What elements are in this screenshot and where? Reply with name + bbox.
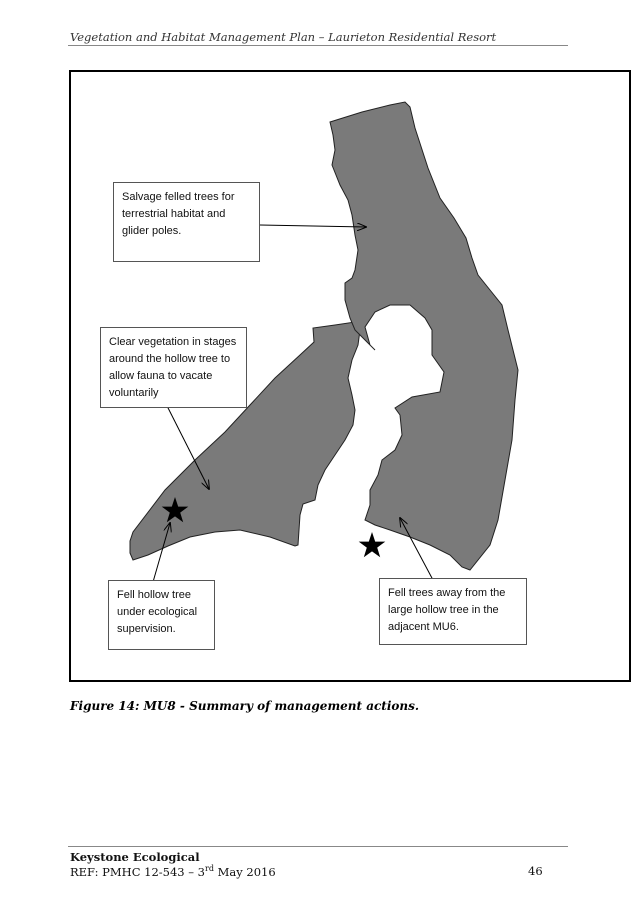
footer-ref-suffix: May 2016 <box>213 864 276 879</box>
figure-caption: Figure 14: MU8 - Summary of management actions. <box>70 699 420 713</box>
footer-company: Keystone Ecological <box>70 850 200 864</box>
salvage-arrow <box>260 225 366 227</box>
callout-salvage-felled-trees: Salvage felled trees for terrestrial habitat and glider poles. <box>113 182 260 262</box>
footer-reference <box>70 864 276 879</box>
running-header: Vegetation and Habitat Management Plan – Laurieton Residential Resort <box>70 30 497 44</box>
footer-ref-ordinal: rd <box>205 864 214 873</box>
footer-divider <box>68 846 568 847</box>
footer-ref-prefix: REF: PMHC 12-543 – 3 <box>70 864 205 879</box>
callout-fell-hollow-tree: Fell hollow tree under ecological supervision. <box>108 580 215 650</box>
callout-clear-vegetation: Clear vegetation in stages around the hollow tree to allow fauna to vacate voluntarily <box>100 327 247 408</box>
page-number: 46 <box>528 864 543 878</box>
callout-fell-trees-away: Fell trees away from the large hollow tree in the adjacent MU6. <box>379 578 527 645</box>
adjacent-hollow-tree-star-icon <box>359 532 386 557</box>
